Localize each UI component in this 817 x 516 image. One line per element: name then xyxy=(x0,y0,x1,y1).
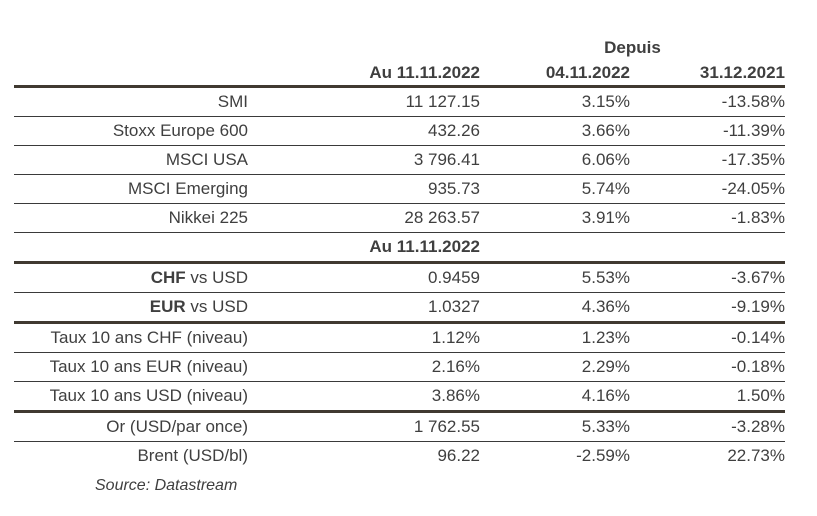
table-row-brent xyxy=(14,442,785,471)
row-change-week: 4.16% xyxy=(480,382,630,412)
row-label xyxy=(14,146,248,175)
row-label-text: MSCI USA xyxy=(165,150,248,169)
row-value: 28 263.57 xyxy=(248,204,480,233)
header-depuis-label: Depuis xyxy=(604,37,661,57)
source-note: Source: Datastream xyxy=(95,477,238,494)
row-label xyxy=(14,412,248,442)
header-row-dates xyxy=(14,60,785,87)
row-label-text: SMI xyxy=(217,92,248,111)
row-label-strong: EUR xyxy=(149,297,186,316)
row-change-ytd: -24.05% xyxy=(630,175,785,204)
row-label-text: Stoxx Europe 600 xyxy=(112,121,248,140)
row-change-ytd: -17.35% xyxy=(630,146,785,175)
row-label xyxy=(14,175,248,204)
row-label xyxy=(14,323,248,353)
row-change-week: -2.59% xyxy=(576,446,630,465)
row-label-text: Brent (USD/bl) xyxy=(137,446,248,465)
row-value: 96.22 xyxy=(437,446,480,465)
row-value: 2.16% xyxy=(248,353,480,382)
header-spacer xyxy=(248,35,480,60)
row-change-week: 5.53% xyxy=(480,263,630,293)
row-change-ytd: -11.39% xyxy=(630,117,785,146)
row-value: 432.26 xyxy=(248,117,480,146)
table-row-taux-usd xyxy=(14,382,785,412)
row-label-text: Nikkei 225 xyxy=(168,208,248,227)
row-value: 1 762.55 xyxy=(248,412,480,442)
header-change-week-date: 04.11.2022 xyxy=(480,60,630,87)
row-label xyxy=(14,382,248,412)
table-row-msci-usa xyxy=(14,146,785,175)
row-change-ytd: 22.73% xyxy=(727,446,785,465)
row-label xyxy=(14,117,248,146)
row-change-week: 1.23% xyxy=(480,323,630,353)
row-label-text: MSCI Emerging xyxy=(128,179,248,198)
section-header-row xyxy=(14,233,785,263)
row-label xyxy=(14,204,248,233)
row-label-text: vs USD xyxy=(185,268,248,287)
row-label xyxy=(14,263,248,293)
row-change-week: 3.66% xyxy=(480,117,630,146)
row-change-week: 4.36% xyxy=(480,293,630,323)
table-row-taux-chf xyxy=(14,323,785,353)
row-change-week: 5.74% xyxy=(480,175,630,204)
section-header-date: Au 11.11.2022 xyxy=(248,233,480,263)
row-label-text: vs USD xyxy=(185,297,248,316)
row-value: 1.0327 xyxy=(248,293,480,323)
table-row-eur-usd xyxy=(14,293,785,323)
header-row-depuis xyxy=(14,35,785,60)
row-label-text: Or (USD/par once) xyxy=(106,417,248,436)
row-change-ytd: -0.18% xyxy=(630,353,785,382)
row-label-text: Taux 10 ans EUR (niveau) xyxy=(49,357,248,376)
header-change-ytd-date: 31.12.2021 xyxy=(630,60,785,87)
table-row-nikkei xyxy=(14,204,785,233)
row-value: 0.9459 xyxy=(248,263,480,293)
header-spacer xyxy=(14,60,248,87)
row-value: 3 796.41 xyxy=(248,146,480,175)
table-row-chf-usd xyxy=(14,263,785,293)
row-label xyxy=(14,353,248,382)
row-value: 11 127.15 xyxy=(248,87,480,117)
row-label xyxy=(14,442,248,471)
row-label-text: Taux 10 ans CHF (niveau) xyxy=(50,328,248,347)
row-value: 1.12% xyxy=(248,323,480,353)
market-data-table xyxy=(14,35,785,470)
table-row-smi xyxy=(14,87,785,117)
table-row-msci-emerging xyxy=(14,175,785,204)
row-value: 3.86% xyxy=(248,382,480,412)
row-change-ytd: -0.14% xyxy=(630,323,785,353)
row-change-week: 3.15% xyxy=(480,87,630,117)
section-spacer xyxy=(630,233,785,263)
row-change-ytd: -13.58% xyxy=(630,87,785,117)
row-change-week: 5.33% xyxy=(480,412,630,442)
row-change-ytd: 1.50% xyxy=(630,382,785,412)
row-change-ytd: -3.67% xyxy=(630,263,785,293)
row-label-text: Taux 10 ans USD (niveau) xyxy=(49,386,248,405)
row-value: 935.73 xyxy=(248,175,480,204)
header-value-date: Au 11.11.2022 xyxy=(248,60,480,87)
row-label xyxy=(14,87,248,117)
table-row-stoxx xyxy=(14,117,785,146)
row-change-ytd: -9.19% xyxy=(630,293,785,323)
row-label-strong: CHF xyxy=(150,268,186,287)
table-row-gold xyxy=(14,412,785,442)
row-label xyxy=(14,293,248,323)
table-row-taux-eur xyxy=(14,353,785,382)
row-change-week: 6.06% xyxy=(480,146,630,175)
header-spacer xyxy=(14,35,248,60)
row-change-week: 3.91% xyxy=(480,204,630,233)
section-spacer xyxy=(14,233,248,263)
row-change-ytd: -1.83% xyxy=(630,204,785,233)
row-change-week: 2.29% xyxy=(480,353,630,382)
row-change-ytd: -3.28% xyxy=(630,412,785,442)
section-spacer xyxy=(480,233,630,263)
